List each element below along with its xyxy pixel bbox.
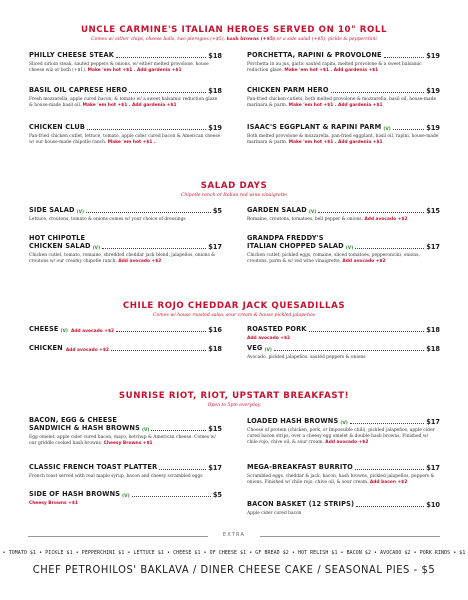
- menu-item-breakfast-burrito: [247, 463, 440, 486]
- vegetarian-badge: (V): [92, 246, 101, 251]
- menu-item-loaded-hash-browns: [247, 417, 440, 446]
- dessert-line: CHEF PETROHILOS' BAKLAVA / DINER CHEESE CAKE / SEASONAL PIES - $5: [32, 563, 436, 576]
- item-name: PORCHETTA, RAPINI & PROVOLONE: [247, 51, 382, 60]
- item-description: Sliced sirloin steak, sautéd peppers & onions, w/ either melted provolone, house cheese wiz or both (+$1). Make 'em hot +$1 . Add gardenia +$1: [29, 61, 209, 73]
- menu-item-philly-cheese-steak: [29, 51, 222, 74]
- item-name: ROASTED PORK: [247, 325, 307, 334]
- vegetarian-badge: (V): [345, 246, 354, 251]
- item-addon: Add avocado +$2: [70, 329, 115, 334]
- menu-item-chicken-quesadilla: [29, 344, 222, 353]
- vegetarian-badge: (V): [142, 428, 150, 433]
- item-name-line2: ITALIAN CHOPPED SALAD: [247, 242, 344, 251]
- menu-item-cheese-quesadilla: [29, 325, 222, 334]
- vegetarian-badge: (V): [383, 127, 391, 132]
- item-price: $15: [426, 207, 440, 215]
- item-price: $10: [426, 501, 440, 509]
- extra-divider: [28, 532, 440, 540]
- item-name: SIDE SALAD: [29, 206, 75, 215]
- item-price: $19: [426, 87, 440, 95]
- item-price: $19: [208, 124, 222, 132]
- item-description: Lettuce, croutons, tomato & onions comes w/ your choice of dressings: [29, 216, 186, 222]
- item-description: Porchetta in au jus, garlic sautéd rapini, melted provolone & a sweet balsamic reduction glaze. Make 'em hot +$1 . Add gardenia +$1: [247, 61, 422, 73]
- item-price: $5: [212, 207, 222, 215]
- item-description: Pan-fried chicken cutlets, both melted provolone & mozzarella, basil oil, house-made marinara & parm. Make 'em hot +$1 . Add gardenia +$1: [247, 96, 437, 108]
- item-price: $16: [208, 326, 222, 334]
- item-price: $18: [426, 326, 440, 334]
- item-price: $18: [208, 345, 222, 353]
- menu-item-side-hash-browns: [29, 490, 222, 507]
- menu-item-bacon-basket: [247, 500, 440, 517]
- menu-item-chicken-club: [29, 123, 222, 146]
- item-name: SIDE OF HASH BROWNS: [29, 490, 121, 499]
- item-price: $17: [208, 464, 222, 472]
- breakfast-title: SUNRISE RIOT, RIOT, UPSTART BREAKFAST!: [118, 391, 350, 401]
- vegetarian-badge: (V): [122, 494, 130, 499]
- vegetarian-badge: (V): [76, 210, 85, 215]
- quesadillas-subtitle: Comes w/ house roasted salsa, sour cream & house pickled jalapeños: [153, 313, 315, 318]
- item-name: GARDEN SALAD: [247, 206, 307, 215]
- breakfast-subtitle: Open to 5pm everyday: [207, 403, 261, 408]
- vegetarian-badge: (V): [308, 210, 317, 215]
- item-description: Chicken cutlet, pickled eggs, romaine, sliced tomatoes, pepperoncini, onions, croutons, parm & w/ red wine vinaigrette. Add avocado +$2: [247, 252, 420, 264]
- menu-item-chicken-parm: [247, 86, 440, 109]
- quesadillas-title: CHILE ROJO CHEDDAR JACK QUESADILLAS: [122, 301, 346, 311]
- item-price: $17: [426, 243, 440, 251]
- menu-item-eggplant-rapini: [247, 123, 440, 146]
- item-description: French toast served with real maple syrup, bacon and cheesy scrambled eggs: [29, 473, 203, 479]
- item-price: $18: [208, 87, 222, 95]
- item-price: $17: [426, 464, 440, 472]
- item-description: Avocado, pickled jalapeños, sautéd peppers & onions: [247, 354, 366, 360]
- item-name-line1: HOT CHIPOTLE: [29, 234, 86, 242]
- item-description: Both melted provolone & mozzarella, pan-fried eggplant, basil oil, rapini, house-made marinara & parm. Make 'em hot +$1 . Add gardenia +$1: [247, 133, 439, 145]
- item-name: LOADED HASH BROWNS: [247, 417, 339, 426]
- item-name: BASIL OIL CAPRESE HERO: [29, 86, 128, 95]
- vegetarian-badge: (V): [340, 421, 348, 426]
- item-description: Apple cider cured bacon: [247, 510, 302, 516]
- salads-title: SALAD DAYS: [200, 181, 268, 191]
- item-name: CLASSIC FRENCH TOAST PLATTER: [29, 463, 158, 472]
- item-price: $15: [208, 425, 222, 433]
- item-price: $17: [426, 418, 440, 426]
- item-description: Egg omelet, apple cider cured bacon, mayo, ketchup & American cheese. Comes w/ our griddle cooked hash browns. Cheesy Browns +$1: [29, 434, 216, 446]
- item-addon: Add avocado +$2: [65, 348, 109, 353]
- item-description: Pan-fried chicken cutlet, lettuce, tomato, apple cider cured bacon & American cheese w/ our house-made chipotle ranch. Make 'em hot +$1 .: [29, 133, 221, 145]
- menu-item-basil-caprese: [29, 86, 222, 109]
- menu-item-garden-salad: [247, 206, 440, 223]
- item-description: Fresh mozzarella, apple cured bacon, & tomato w/ a sweet balsamic reduction glaze & house-made basil oil. Make 'em hot +$1 . Add gardenia +$1: [29, 96, 218, 108]
- extra-label: EXTRA: [222, 532, 246, 538]
- item-price: $17: [208, 243, 222, 251]
- heroes-subtitle: Comes w/ either chips, cheese balls, two pierogies (+$5), hash browns (+$5) or a side salad (+$5), pickle & pepperchini: [91, 37, 377, 42]
- item-name: MEGA-BREAKFAST BURRITO: [247, 463, 353, 472]
- item-name-line2: SANDWICH & HASH BROWNS: [29, 424, 141, 433]
- item-price: $18: [426, 345, 440, 353]
- extra-addons-list: • TOMATO $1 • PICKLE $1 • PEPPERCHINI $1 • LETTUCE $1 • CHEESE $1 • OF CHEESE $1 • GF BREAD $2 • HOT RELISH $1 • BACON $2 • AVOCADO $2 • PORK RINDS • $1: [2, 550, 466, 556]
- item-name: VEG: [247, 344, 263, 353]
- item-price: $19: [426, 52, 440, 60]
- item-description: Add avocado +$2: [247, 335, 291, 341]
- item-name: ISAAC'S EGGPLANT & RAPINI PARM: [247, 123, 382, 132]
- menu-item-french-toast: [29, 463, 222, 480]
- item-name-line1: BACON, EGG & CHEESE: [29, 416, 118, 424]
- vegetarian-badge: (V): [264, 348, 272, 353]
- item-name: PHILLY CHEESE STEAK: [29, 51, 114, 60]
- item-name-line2: CHICKEN SALAD: [29, 242, 91, 251]
- item-name: CHICKEN CLUB: [29, 123, 86, 132]
- heroes-title: UNCLE CARMINE'S ITALIAN HEROES SERVED ON 10" ROLL: [80, 25, 388, 35]
- item-name: CHICKEN: [29, 344, 63, 353]
- item-description: Chicken cutlet, tomato, romaine, shredded cheddar jack blend, jalapeños, onions & croutons w/ our creamy chipotle ranch. Add avocado +$2: [29, 252, 216, 264]
- menu-item-side-salad: [29, 206, 222, 223]
- item-description: Choose of protein (chicken, pork, or Impossible chili), pickled jalapeños, apple cider cured bacon strips, over a cheesy egg omelet & double hash browns. Finished w/ chile rojo, chive oil, & sour cream. Add avocado +$2: [247, 427, 435, 445]
- item-name-line1: GRANDPA FREDDY'S: [247, 234, 324, 242]
- item-price: $5: [212, 491, 222, 499]
- menu-item-hot-chipotle-chicken-salad: [29, 234, 222, 265]
- menu-item-porchetta: [247, 51, 440, 74]
- item-name: BACON BASKET (12 STRIPS): [247, 500, 355, 509]
- item-name: CHEESE: [29, 325, 59, 334]
- menu-item-bacon-egg-cheese: [29, 416, 222, 447]
- item-description: Romaine, croutons, tomatoes, bell pepper & onions. Add avocado +$2: [247, 216, 408, 222]
- item-price: $19: [426, 124, 440, 132]
- menu-item-roasted-pork-quesadilla: [247, 325, 440, 342]
- vegetarian-badge: (V): [60, 329, 68, 334]
- menu-item-veg-quesadilla: [247, 344, 440, 361]
- menu-item-italian-chopped-salad: [247, 234, 440, 265]
- item-name: CHICKEN PARM HERO: [247, 86, 329, 95]
- salads-subtitle: Chipotle ranch or Italian red wine vinaigrette: [180, 193, 288, 198]
- item-price: $18: [208, 52, 222, 60]
- item-description: Scrambled eggs, cheddar & jack, bacon, hash browns, pickled jalapeños, peppers & onions. Finished w/ chile rojo, chive oil, & sour cream. Add bacon +$2: [247, 473, 435, 485]
- item-description: Cheesy Browns +$1: [29, 500, 78, 506]
